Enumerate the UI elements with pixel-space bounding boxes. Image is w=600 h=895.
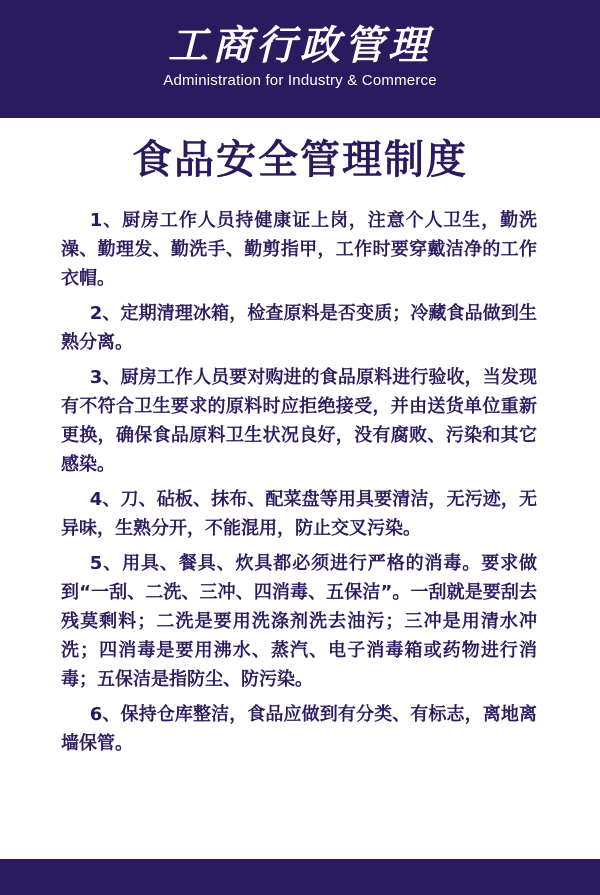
agency-subtitle: Administration for Industry & Commerce [163, 72, 437, 89]
rule-item-1: 1、厨房工作人员持健康证上岗，注意个人卫生，勤洗澡、勤理发、勤洗手、勤剪指甲，工作时要穿戴洁净的工作衣帽。 [61, 210, 537, 289]
rule-item-3: 3、厨房工作人员要对购进的食品原料进行验收，当发现有不符合卫生要求的原料时应拒绝接受，并由送货单位重新更换，确保食品原料卫生状况良好，没有腐败、污染和其它感染。 [61, 367, 537, 475]
agency-title: 工商行政管理 [168, 22, 432, 69]
footer-bar [0, 859, 600, 895]
document-title: 食品安全管理制度 [132, 137, 468, 183]
header-banner [0, 0, 600, 118]
rule-item-4: 4、刀、砧板、抹布、配菜盘等用具要清洁，无污迹，无异味，生熟分开，不能混用，防止交叉污染。 [61, 489, 537, 539]
rule-item-6: 6、保持仓库整洁，食品应做到有分类、有标志，离地离墙保管。 [61, 704, 537, 754]
rules-list [61, 206, 537, 764]
rule-item-2: 2、定期清理冰箱，检查原料是否变质；冷藏食品做到生熟分离。 [61, 303, 537, 353]
rule-item-5: 5、用具、餐具、炊具都必须进行严格的消毒。要求做到“一刮、二洗、三冲、四消毒、五保洁”。一刮就是要刮去残莫剩料；二洗是要用洗涤剂洗去油污；三冲是用清水冲洗；四消毒是要用沸水、蒸汽、电子消毒箱或药物进行消毒；五保洁是指防尘、防污染。 [61, 553, 537, 690]
